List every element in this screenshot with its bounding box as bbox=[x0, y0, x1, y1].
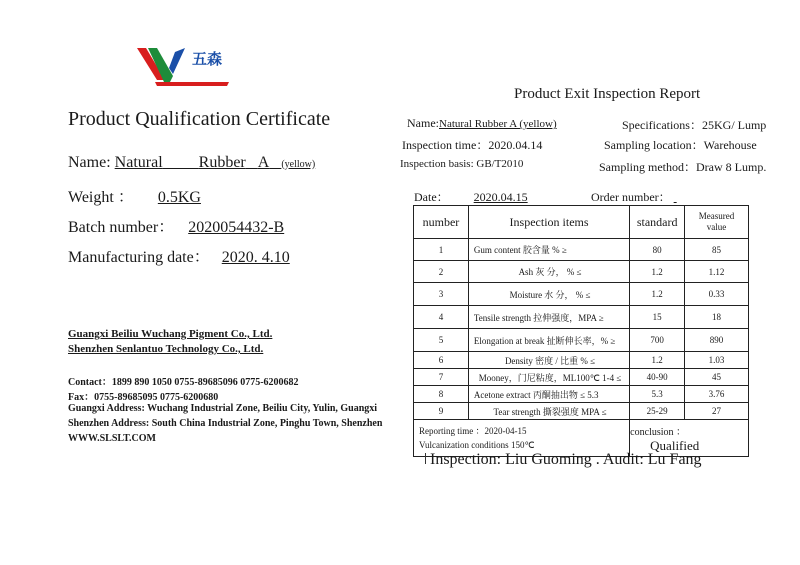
contact-phones: Contact：1899 890 1050 0755-89685096 0775-6200682 bbox=[68, 377, 299, 388]
report-basis: Inspection basis: GB/T2010 bbox=[400, 158, 524, 170]
report-sampling-method: Sampling method：Draw 8 Lump. bbox=[599, 160, 767, 174]
cert-weight-label: Weight ： bbox=[68, 189, 134, 206]
cert-mfg-value: 2020. 4.10 bbox=[221, 249, 290, 266]
table-row bbox=[414, 403, 749, 420]
table-row bbox=[414, 239, 749, 261]
row-item: Moisture 水 分， % ≤ bbox=[468, 283, 629, 306]
row-standard: 700 bbox=[630, 329, 685, 352]
header-items: Inspection items bbox=[468, 206, 629, 239]
row-item: Tear strength 撕裂强度 MPA ≤ bbox=[468, 403, 629, 420]
row-item: Density 密度 / 比重 % ≤ bbox=[468, 352, 629, 369]
table-row bbox=[414, 261, 749, 283]
row-measured: 3.76 bbox=[685, 386, 749, 403]
cert-name-value: Natural Rubber A (yellow) bbox=[114, 154, 316, 171]
inspection-table bbox=[413, 205, 749, 457]
row-item: Ash 灰 分， % ≤ bbox=[468, 261, 629, 283]
row-measured: 1.12 bbox=[685, 261, 749, 283]
cert-mfg-row bbox=[68, 244, 306, 267]
table-row bbox=[414, 283, 749, 306]
vulcanization-conditions: Vulcanization conditions 150℃ bbox=[419, 440, 535, 450]
cert-mfg-label: Manufacturing date： bbox=[68, 249, 210, 266]
certificate-title: Product Qualification Certificate bbox=[68, 108, 331, 130]
cert-name-label: Name: bbox=[68, 154, 111, 171]
table-row bbox=[414, 352, 749, 369]
row-standard: 1.2 bbox=[630, 352, 685, 369]
row-measured: 0.33 bbox=[685, 283, 749, 306]
address-guangxi: Guangxi Address: Wuchang Industrial Zone, Beiliu City, Yulin, Guangxi bbox=[68, 403, 378, 414]
row-number: 2 bbox=[414, 261, 469, 283]
header-number: number bbox=[414, 206, 469, 239]
row-measured: 1.03 bbox=[685, 352, 749, 369]
row-number: 3 bbox=[414, 283, 469, 306]
report-order-label: Order number： bbox=[591, 190, 671, 204]
row-number: 8 bbox=[414, 386, 469, 403]
company-name-2: Shenzhen Senlantuo Technology Co., Ltd. bbox=[68, 343, 264, 355]
row-standard: 5.3 bbox=[630, 386, 685, 403]
logo-text: 五森 bbox=[192, 50, 223, 68]
row-measured: 890 bbox=[685, 329, 749, 352]
row-standard: 1.2 bbox=[630, 283, 685, 306]
row-number: 4 bbox=[414, 306, 469, 329]
row-number: 5 bbox=[414, 329, 469, 352]
report-date-label: Date： bbox=[414, 190, 449, 204]
cert-weight-value: 0.5KG bbox=[157, 189, 201, 206]
row-item: Tensile strength 拉伸强度，MPA ≥ bbox=[468, 306, 629, 329]
cert-batch-row bbox=[68, 214, 298, 237]
conclusion-value: Qualified bbox=[650, 437, 700, 453]
table-row bbox=[414, 329, 749, 352]
report-order-value bbox=[674, 190, 742, 205]
report-date-value: 2020.04.15 bbox=[473, 190, 528, 204]
row-item: Elongation at break 扯断伸长率，% ≥ bbox=[468, 329, 629, 352]
reporting-time: Reporting time ：2020-04-15 bbox=[419, 426, 527, 436]
report-title: Product Exit Inspection Report bbox=[514, 86, 701, 102]
table-row bbox=[414, 306, 749, 329]
report-inspection-time: Inspection time：2020.04.14 bbox=[402, 138, 543, 152]
row-measured: 27 bbox=[685, 403, 749, 420]
conclusion-label: conclusion ： bbox=[630, 426, 686, 438]
report-sampling-location: Sampling location：Warehouse bbox=[604, 138, 757, 152]
row-standard: 80 bbox=[630, 239, 685, 261]
report-name-label: Name: bbox=[407, 116, 439, 130]
website: WWW.SLSLT.COM bbox=[68, 433, 156, 444]
row-number: 7 bbox=[414, 369, 469, 386]
cert-name-row bbox=[68, 154, 315, 172]
report-name-row bbox=[407, 116, 557, 131]
cert-batch-value: 2020054432-B bbox=[188, 219, 285, 236]
logo-underline bbox=[155, 82, 229, 86]
address-shenzhen: Shenzhen Address: South China Industrial Zone, Pinghu Town, Shenzhen bbox=[68, 418, 383, 429]
table-row bbox=[414, 369, 749, 386]
row-number: 6 bbox=[414, 352, 469, 369]
cert-batch-label: Batch number： bbox=[68, 219, 175, 236]
row-standard: 15 bbox=[630, 306, 685, 329]
row-number: 9 bbox=[414, 403, 469, 420]
row-measured: 85 bbox=[685, 239, 749, 261]
report-order-row bbox=[591, 188, 742, 205]
row-measured: 18 bbox=[685, 306, 749, 329]
row-standard: 1.2 bbox=[630, 261, 685, 283]
row-measured: 45 bbox=[685, 369, 749, 386]
row-standard: 25-29 bbox=[630, 403, 685, 420]
company-name-1: Guangxi Beiliu Wuchang Pigment Co., Ltd. bbox=[68, 328, 273, 340]
row-item: Acetone extract 丙酮抽出物 ≤ 5.3 bbox=[468, 386, 629, 403]
cursor-mark bbox=[425, 453, 426, 464]
row-item: Gum content 胶含量 % ≥ bbox=[468, 239, 629, 261]
row-standard: 40-90 bbox=[630, 369, 685, 386]
contact-fax: Fax：0755-89685095 0775-6200680 bbox=[68, 392, 219, 403]
cert-weight-row bbox=[68, 184, 308, 207]
report-date-row bbox=[414, 188, 552, 205]
row-item: Mooney，门尼粘度，ML100℃ 1-4 ≤ bbox=[468, 369, 629, 386]
header-standard: standard bbox=[630, 206, 685, 239]
table-row bbox=[414, 386, 749, 403]
report-name-value: Natural Rubber A (yellow) bbox=[439, 118, 557, 130]
header-measured: Measured value bbox=[685, 206, 749, 239]
logo-blue-stripe bbox=[169, 48, 185, 74]
inspection-signature: Inspection: Liu Guoming . Audit: Lu Fang bbox=[425, 451, 702, 469]
report-spec: Specifications：25KG/ Lump bbox=[622, 118, 767, 132]
row-number: 1 bbox=[414, 239, 469, 261]
